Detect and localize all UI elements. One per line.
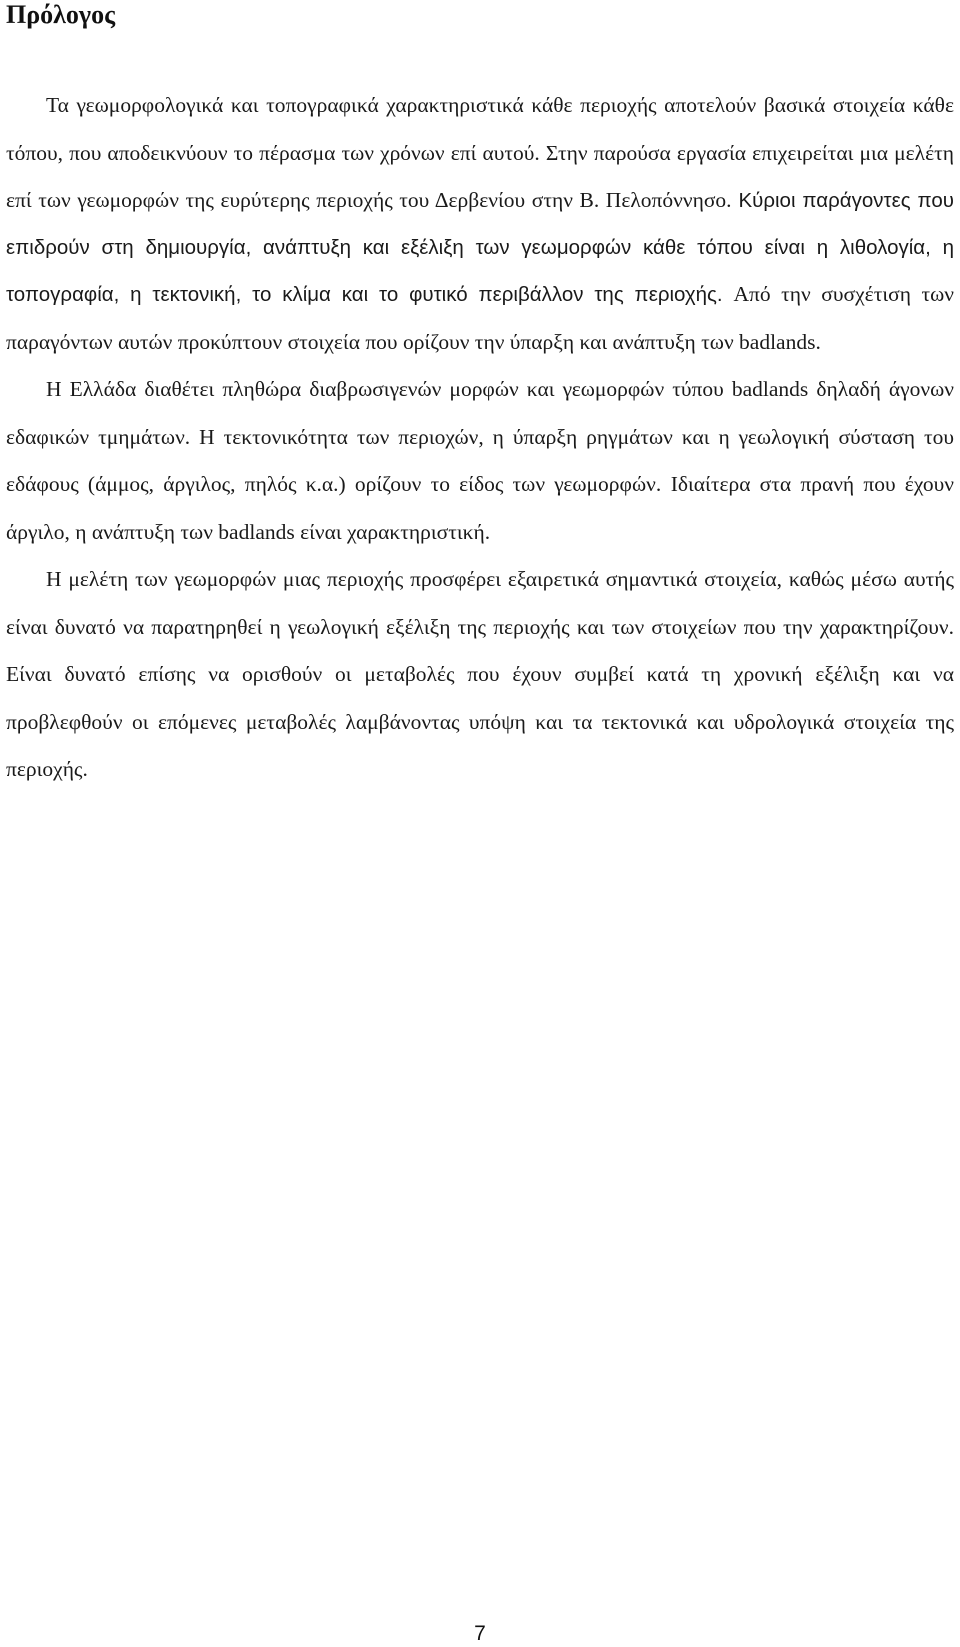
paragraph-study-sentence-1: Η μελέτη των γεωμορφών μιας περιοχής προσφέρει εξαιρετικά σημαντικά στοιχεία, καθώς μέσω αυτής είναι δυνατό να παρατηρηθεί η γεωλογική εξέλιξη της περιοχής και των στοιχείων που την χαρακτηρίζουν. (6, 567, 954, 639)
paragraph-intro-sentence-1: Τα γεωμορφολογικά και τοπογραφικά χαρακτηριστικά κάθε περιοχής αποτελούν βασικά στοιχεία κάθε τόπου, που αποδεικνύουν το πέρασμα των χρόνων επί αυτού. Στην παρούσα εργασία επιχειρείται μια μελέτη επί των γεωμορφών της ευρύτερης περιοχής του Δερβενίου στην Β. Πελοπόννησο. (6, 93, 954, 212)
paragraph-intro-sentence-3: Από την συσχέτιση των παραγόντων αυτών προκύπτουν στοιχεία που ορίζουν την ύπαρξη και ανάπτυξη των badlands. (6, 282, 954, 354)
paragraph-badlands-sentence-2: Ιδιαίτερα στα πρανή που έχουν άργιλο, η ανάπτυξη των badlands είναι χαρακτηριστική. (6, 472, 954, 544)
paragraph-badlands-sentence-1: Η Ελλάδα διαθέτει πληθώρα διαβρωσιγενών μορφών και γεωμορφών τύπου badlands δηλαδή άγονων εδαφικών τμημάτων. Η τεκτονικότητα των περιοχών, η ύπαρξη ρηγμάτων και η γεωλογική σύσταση του εδάφους (άμμος, άργιλος, πηλός κ.α.) ορίζουν το είδος των γεωμορφών. (6, 377, 954, 496)
paragraph-study (6, 556, 954, 794)
paragraph-study-sentence-2: Είναι δυνατό επίσης να ορισθούν οι μεταβολές που έχουν συμβεί κατά τη χρονική εξέλιξη και να προβλεφθούν οι επόμενες μεταβολές λαμβάνοντας υπόψη και τα τεκτονικά και υδρολογικά στοιχεία της περιοχής. (6, 662, 954, 781)
document-body (6, 82, 954, 794)
paragraph-intro-sentence-2: Κύριοι παράγοντες που επιδρούν στη δημιουργία, ανάπτυξη και εξέλιξη των γεωμορφών κάθε τόπου είναι η λιθολογία, η τοπογραφία, η τεκτονική, το κλίμα και το φυτικό περιβάλλον της περιοχής. (6, 189, 954, 306)
page-title: Πρόλογος (6, 0, 116, 29)
paragraph-intro (6, 82, 954, 366)
paragraph-badlands (6, 366, 954, 556)
page-number: 7 (474, 1622, 486, 1645)
